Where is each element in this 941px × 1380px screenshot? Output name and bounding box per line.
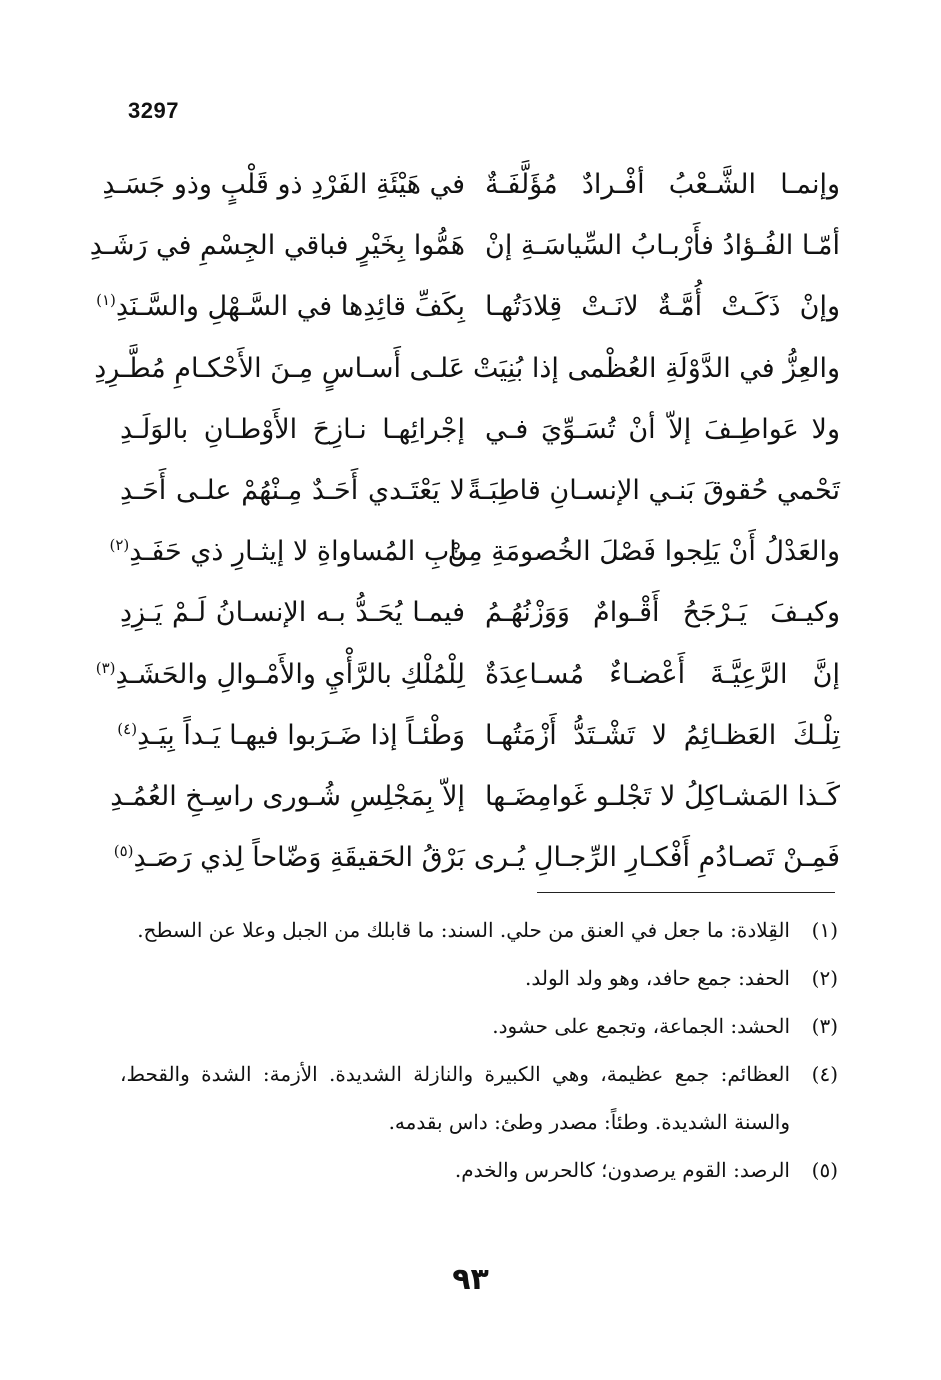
footnote-marker: (٣) xyxy=(95,658,116,677)
footnote-number: (٤) xyxy=(811,1062,838,1086)
second-hemistich xyxy=(110,772,465,833)
footnote-number: (٣) xyxy=(811,1014,838,1038)
footnote-number: (٢) xyxy=(811,966,838,990)
hemistich-text: عَلـى أَسـاسٍ مِـنَ الأَحْكـامِ مُطَّـرِدِ xyxy=(94,352,465,384)
first-hemistich: وإنْ ذَكَـتْ أُمَّـةٌ لانَـتْ قِلادَتُهـا xyxy=(485,291,840,323)
verse-row xyxy=(113,833,840,894)
verse-row xyxy=(89,221,840,282)
second-hemistich xyxy=(102,160,465,221)
second-hemistich xyxy=(120,466,465,527)
hemistich-text: هَمُّوا بِخَيْرٍ فباقي الجِسْمِ في رَشَـدِ xyxy=(89,230,465,262)
hemistich-text: بابِ المُساواةِ لا إيثـارِ ذي حَفَـدِ xyxy=(129,536,465,568)
verse-row xyxy=(120,405,840,466)
second-hemistich xyxy=(117,711,465,772)
second-hemistich xyxy=(89,221,465,282)
footnote-item xyxy=(120,1002,838,1050)
hemistich-text: بَرْقُ الحَقيقَةِ وَضّاحاً لِذي رَصَـدِ xyxy=(133,842,465,874)
hemistich-text: إلاّ بِمَجْلِسِ شُـورى راسِـخِ العُمُـدِ xyxy=(110,780,465,812)
verse-row xyxy=(96,282,840,343)
footnote-item xyxy=(120,906,838,954)
verse-row xyxy=(120,588,840,649)
first-hemistich: فَمِـنْ تَصـادُمِ أَفْكـارِ الرِّجـالِ يُـرى xyxy=(473,842,840,874)
first-hemistich: إنَّ الرَّعِيَّـةَ أَعْضـاءٌ مُسـاعِدَةٌ xyxy=(485,658,840,690)
first-hemistich: والعِزُّ في الدَّوْلَةِ العُظْمى إذا بُنِيَتْ xyxy=(472,352,840,384)
first-hemistich: كَـذا المَشـاكِلُ لا تَجْلـو غَوامِضَـها xyxy=(485,780,840,812)
footnote-marker: (٥) xyxy=(113,842,134,861)
first-hemistich: وإنمـا الشَّـعْبُ أفْـرادٌ مُؤَلَّفَـةٌ xyxy=(485,169,840,200)
hemistich-text: بِكَفِّ قائِدِها في السَّـهْلِ والسَّـنَدِ xyxy=(115,291,465,323)
first-hemistich: تَحْمي حُقوقَ بَنـي الإنسـانِ قاطِبَـةً xyxy=(467,474,840,506)
verse-row xyxy=(102,160,840,221)
footnote-separator xyxy=(537,892,835,893)
hemistich-text: إجْرائِهـا نـازِحَ الأَوْطـانِ بالوَلَـدِ xyxy=(120,413,465,445)
second-hemistich xyxy=(113,833,465,894)
first-hemistich: أمّـا الفُـؤادُ فأَرْبـابُ السِّياسَـةِ إنْ xyxy=(485,230,840,262)
second-hemistich xyxy=(96,282,465,343)
footnote-number: (٥) xyxy=(811,1158,838,1182)
hemistich-text: وَطْئـاً إذا ضَـرَبوا فيهـا يَـداً بِيَـدِ xyxy=(137,719,465,751)
second-hemistich xyxy=(109,527,465,588)
footnote-text: الحفد: جمع حافد، وهو ولد الولد. xyxy=(525,966,790,990)
footnote-text: الحشد: الجماعة، وتجمع على حشود. xyxy=(492,1014,790,1038)
footnote-text: العظائم: جمع عظيمة، وهي الكبيرة والنازلة الشديدة. الأزمة: الشدة والقحط، والسنة الشديدة. وطئاً: مصدر وطئ: داس بقدمه. xyxy=(120,1062,790,1134)
hemistich-text: لِلْمُلْكِ بالرَّأْيِ والأَمْـوالِ والحَشَـدِ xyxy=(115,658,465,690)
verse-row xyxy=(110,772,840,833)
first-hemistich: وكيـفَ يَـرْجَحُ أَقْـوامٌ وَوَزْنُهُـمُ xyxy=(485,597,840,629)
footnote-number: (١) xyxy=(811,918,838,942)
footnote-text: القِلادة: ما جعل في العنق من حلي. السند: ما قابلك من الجبل وعلا عن السطح. xyxy=(137,918,790,942)
poem xyxy=(89,160,840,894)
page-number: ٩٣ xyxy=(452,1262,489,1297)
verse-row xyxy=(109,527,840,588)
verse-row xyxy=(95,650,840,711)
second-hemistich xyxy=(95,650,465,711)
hemistich-text: في هَيْئَةِ الفَرْدِ ذو قَلْبٍ وذو جَسَـدِ xyxy=(102,169,465,200)
first-hemistich: تِلْـكَ العَظـائِمُ لا تَشْـتَدُّ أَزْمَتُهـا xyxy=(485,719,840,751)
footnote-item xyxy=(120,954,838,1002)
verse-row xyxy=(117,711,840,772)
footnote-marker: (٤) xyxy=(117,719,138,738)
first-hemistich: والعَدْلُ أَنْ يَلِجوا فَصْلَ الخُصومَةِ مِنْ xyxy=(447,536,840,568)
second-hemistich xyxy=(120,405,465,466)
footnote-marker: (٢) xyxy=(109,536,130,555)
second-hemistich xyxy=(120,588,465,649)
footnotes xyxy=(120,906,838,1194)
hemistich-text: لا يَعْتَـدي أَحَـدٌ مِـنْهُمْ علـى أَحَـدِ xyxy=(120,474,465,506)
second-hemistich xyxy=(94,344,465,405)
verse-row xyxy=(94,344,840,405)
footnote-text: الرصد: القوم يرصدون؛ كالحرس والخدم. xyxy=(454,1158,790,1182)
footnote-item xyxy=(120,1146,838,1194)
page-id: 3297 xyxy=(128,98,179,123)
verse-row xyxy=(120,466,840,527)
first-hemistich: ولا عَواطِـفَ إلاّ أنْ تُسَـوِّيَ فـي xyxy=(485,413,840,445)
footnote-marker: (١) xyxy=(96,291,116,310)
hemistich-text: فيمـا يُحَـدُّ بـه الإنسـانُ لَـمْ يَـزِدِ xyxy=(120,597,465,629)
footnote-item xyxy=(120,1050,838,1146)
